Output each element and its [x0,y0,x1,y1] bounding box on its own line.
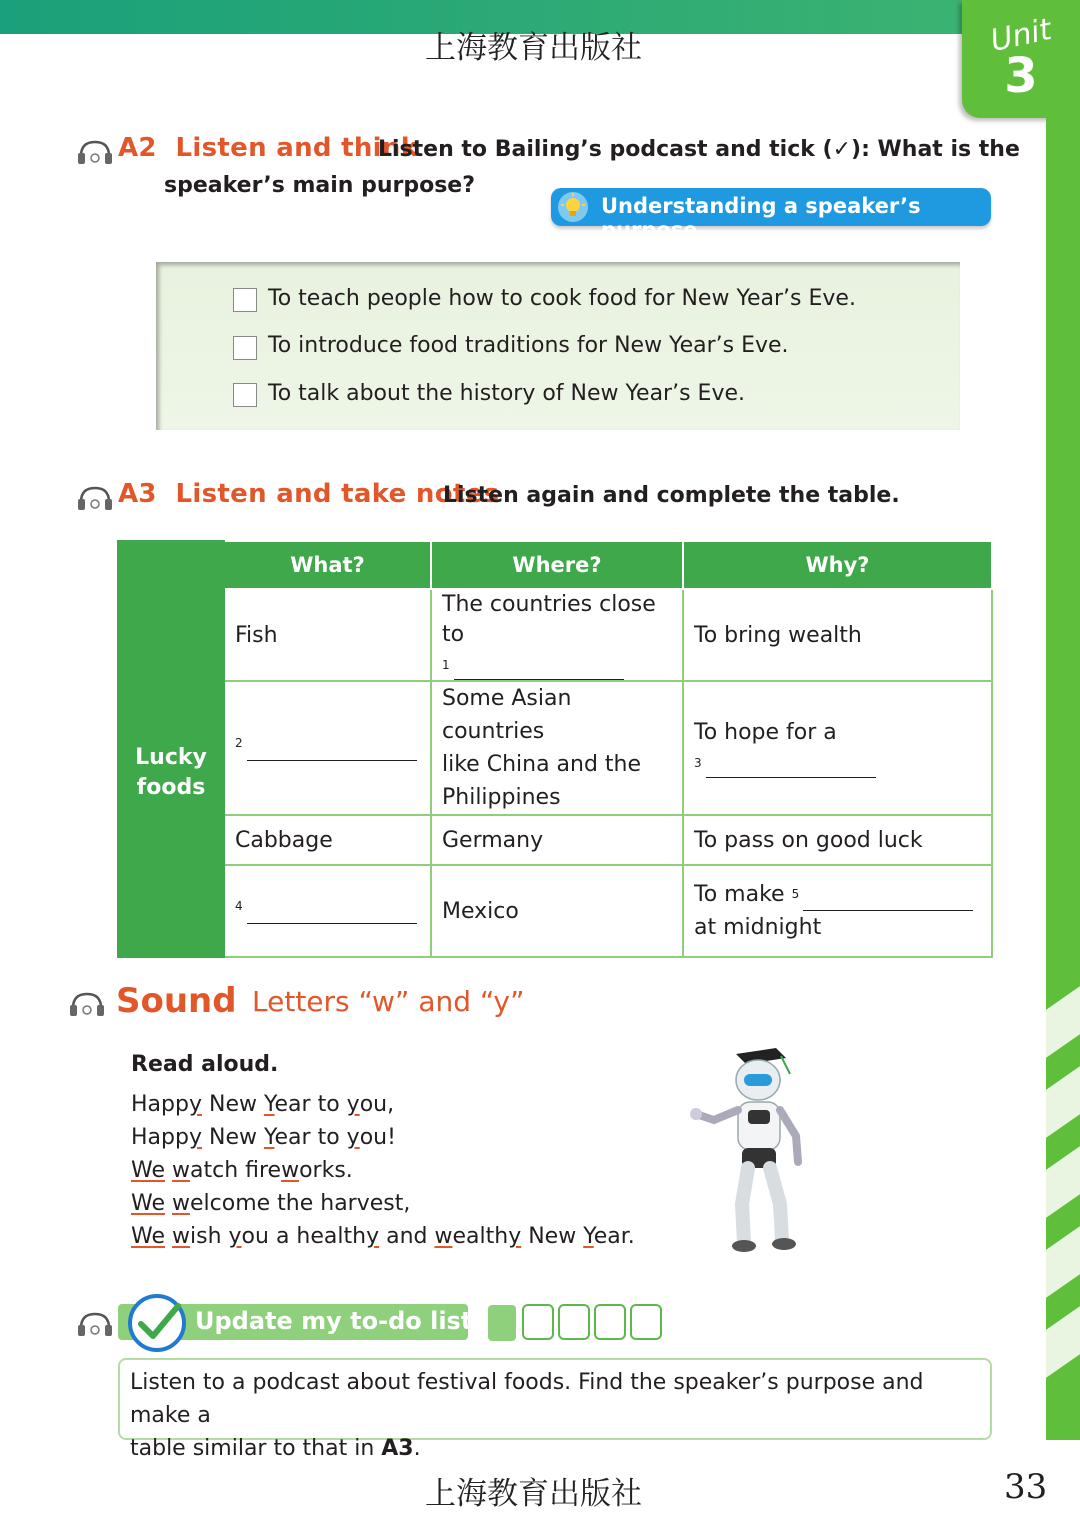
answer-blank-4[interactable] [247,901,417,924]
side-decoration [1046,986,1080,1058]
option-3-text: To talk about the history of New Year’s Eve. [268,381,745,406]
poem-line: We watch fireworks. [131,1158,353,1183]
answer-blank-3[interactable] [706,755,876,778]
task-line1: Listen to a podcast about festival foods. Find the speaker’s purpose and make a [130,1370,924,1428]
a2-instruction-line1: Listen to Bailing’s podcast and tick (✓): What is the [378,137,1020,162]
headphones-icon [76,138,114,166]
skill-tag-text: Understanding a speaker’s purpose [601,194,921,242]
cell-where: Some Asian countries like China and the Philippines [431,681,683,815]
header-what: What? [224,541,431,589]
header-where: Where? [431,541,683,589]
headphones-icon [76,484,114,512]
a2-title: Listen and think [175,133,419,163]
robot-illustration [686,1044,822,1254]
poem-line: Happy New Year to you! [131,1125,396,1150]
cell-why: To pass on good luck [683,815,992,865]
page-number: 33 [1004,1467,1048,1507]
unit-tab [962,0,1080,118]
todo-task-box [118,1358,992,1461]
table-corner [118,541,224,589]
option-2-text: To introduce food traditions for New Year’s Eve. [268,333,789,358]
cell-where: Germany [431,815,683,865]
cell-what: Cabbage [224,815,431,865]
publisher-watermark-bottom: 上海教育出版社 [425,1476,642,1512]
cell-what: 4 [224,865,431,957]
headphones-icon [76,1310,114,1338]
cell-what: 2 [224,681,431,815]
option-2-checkbox[interactable] [233,336,257,360]
answer-blank-2[interactable] [247,738,417,761]
progress-square[interactable] [522,1304,554,1340]
a3-title: Listen and take notes [175,479,500,509]
a2-label: A2 [118,133,157,163]
poem-line: Happy New Year to you, [131,1092,395,1117]
progress-square[interactable] [558,1304,590,1340]
table-row [118,815,992,865]
header-why: Why? [683,541,992,589]
progress-square[interactable] [630,1304,662,1340]
todo-title: Update my to-do list [195,1307,473,1335]
unit-number: 3 [1004,48,1038,104]
table-row [118,865,992,957]
side-decoration [1046,1226,1080,1298]
cell-where: Mexico [431,865,683,957]
answer-blank-5[interactable] [803,888,973,911]
option-1-text: To teach people how to cook food for New Year’s Eve. [268,286,856,311]
headphones-icon [68,990,106,1018]
side-stripe [1046,118,1080,1440]
table-row [118,681,992,815]
task-line2-prefix: table similar to that in [130,1436,382,1461]
lucky-foods-label: Lucky foods [118,589,224,957]
table-row [118,589,992,681]
task-line2-suffix: . [413,1436,421,1461]
progress-filled [488,1305,516,1341]
unit-label: Unit [987,12,1055,59]
poem-line: We welcome the harvest, [131,1191,411,1216]
progress-square[interactable] [594,1304,626,1340]
notes-table [117,540,993,958]
read-aloud-label: Read aloud. [131,1052,279,1077]
check-circle-icon [126,1292,188,1354]
lightbulb-icon [555,190,591,224]
side-decoration [1046,1306,1080,1378]
cell-why: To hope for a $^3$ [683,681,992,815]
cell-why: To make $^5$ at midnight [683,865,992,957]
side-decoration [1046,1066,1080,1138]
publisher-watermark-top: 上海教育出版社 [425,30,642,66]
answer-blank-1[interactable] [454,657,624,680]
task-line2-bold: A3 [381,1436,414,1461]
skill-tag [551,188,991,242]
a2-instruction-line2: speaker’s main purpose? [164,173,475,198]
a3-instruction: Listen again and complete the table. [443,483,900,508]
option-3-checkbox[interactable] [233,383,257,407]
sound-subtitle: Letters “w” and “y” [252,985,525,1018]
cell-why: To bring wealth [683,589,992,681]
poem [131,1088,635,1253]
poem-line: We wish you a healthy and wealthy New Year. [131,1224,635,1249]
a3-label: A3 [118,479,157,509]
sound-title: Sound [116,981,237,1021]
option-1-checkbox[interactable] [233,288,257,312]
cell-where: The countries close to $^1$ [431,589,683,681]
cell-what: Fish [224,589,431,681]
side-decoration [1046,1146,1080,1218]
